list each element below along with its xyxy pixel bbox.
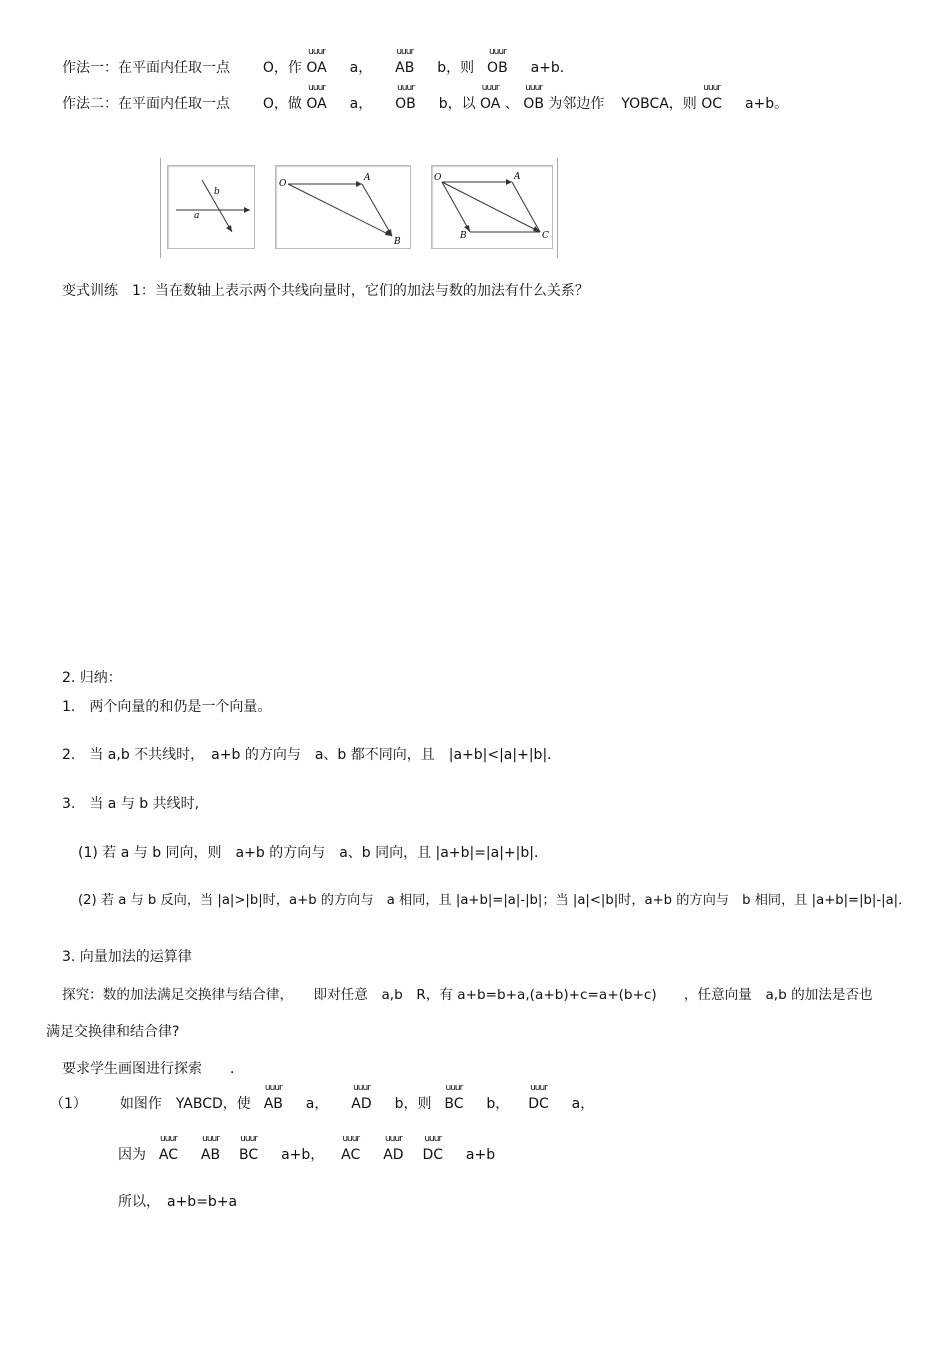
exercise-one: 变式训练 1：当在数轴上表示两个共线向量时，它们的加法与数的加法有什么关系？ [62,283,589,299]
law-require: 要求学生画图进行探索 ． [62,1061,244,1077]
vector-oa: uuur OA [306,47,327,76]
method-one-prefix: 作法一：在平面内任取一点 [62,60,230,76]
vector-bc: uuur BC [239,1134,259,1163]
vectors-diagram [168,166,254,248]
vector-ab: uuur AB [395,47,415,76]
figure-panel-parallelogram [431,165,553,249]
label-b: b [214,187,220,197]
label-b-point: B [394,237,401,247]
summary-item-3: 3. 当 a 与 b 共线时, [62,796,200,812]
law-heading: 3. 向量加法的运算律 [62,949,192,965]
label-a-point: A [514,172,521,182]
vector-addition-figure [160,158,558,258]
vector-oc: uuur OC [701,83,723,112]
triangle-diagram [276,166,410,248]
vector-oa-2: uuur OA [480,83,501,112]
point-o-text: O，作 [262,60,302,76]
label-a: a [194,211,200,221]
method-two-line: 作法二：在平面内任取一点 O，做 uuur OA a， uuur OB b，以 uuur OA 、 uuur OB 为邻边作 YOBCA，则 uuur OC a+b。 [62,83,789,112]
label-c-point: C [542,231,549,241]
vector-ad: uuur AD [351,1083,372,1112]
label-o: O [279,179,287,189]
vector-ad: uuur AD [383,1134,404,1163]
label-a-point: A [364,173,371,183]
summary-sub-1: (1) 若 a 与 b 同向，则 a+b 的方向与 a、b 同向，且 |a+b|=|a|+|b|． [78,845,548,861]
vector-dc: uuur DC [528,1083,549,1112]
summary-sub-2: (2) 若 a 与 b 反向，当 |a|>|b|时，a+b 的方向与 a 相同，且 |a+b|=|a|-|b|；当 |a|<|b|时，a+b 的方向与 b 相同，且 |a+b|=|b|-|a|． [78,893,912,908]
law-explore-1: 探究：数的加法满足交换律与结合律， 即对任意 a,b R，有 a+b=b+a,(a+b)+c=a+(b+c) ，任意向量 a,b 的加法是否也 [62,987,873,1003]
vector-oa: uuur OA [306,83,327,112]
vector-ac-2: uuur AC [341,1134,361,1163]
vector-ob: uuur OB [395,83,416,112]
method-one-line: 作法一：在平面内任取一点 O，作 uuur OA a， uuur AB b，则 uuur OB a+b． [62,47,574,76]
vector-ab: uuur AB [263,1083,283,1112]
vector-ab: uuur AB [200,1134,221,1163]
vector-dc: uuur DC [422,1134,444,1163]
figure-panel-triangle [275,165,411,249]
label-b-point: B [460,231,467,241]
vector-bc: uuur BC [444,1083,464,1112]
summary-heading: 2. 归纳： [62,670,122,686]
vector-ob-2: uuur OB [523,83,544,112]
step-two-line: 因为 uuur AC uuur AB uuur BC a+b， uuur AC uuur AD uuur DC a+b [118,1134,496,1163]
step-one-line: （1） 如图作 YABCD，使 uuur AB a， uuur AD b，则 uuur BC b， uuur DC a， [50,1083,595,1112]
summary-item-2: 2. 当 a,b 不共线时， a+b 的方向与 a、b 都不同向，且 |a+b|<|a|+|b|． [62,747,562,763]
figure-panel-vectors [167,165,255,249]
vector-ob: uuur OB [487,47,508,76]
label-o: O [434,173,442,183]
law-explore-2: 满足交换律和结合律? [46,1024,180,1040]
parallelogram-diagram [432,166,552,248]
vector-ac: uuur AC [158,1134,179,1163]
step-three: 所以， a+b=b+a [118,1194,238,1210]
summary-item-1: 1. 两个向量的和仍是一个向量。 [62,699,272,715]
method-two-prefix: 作法二：在平面内任取一点 [62,96,230,112]
